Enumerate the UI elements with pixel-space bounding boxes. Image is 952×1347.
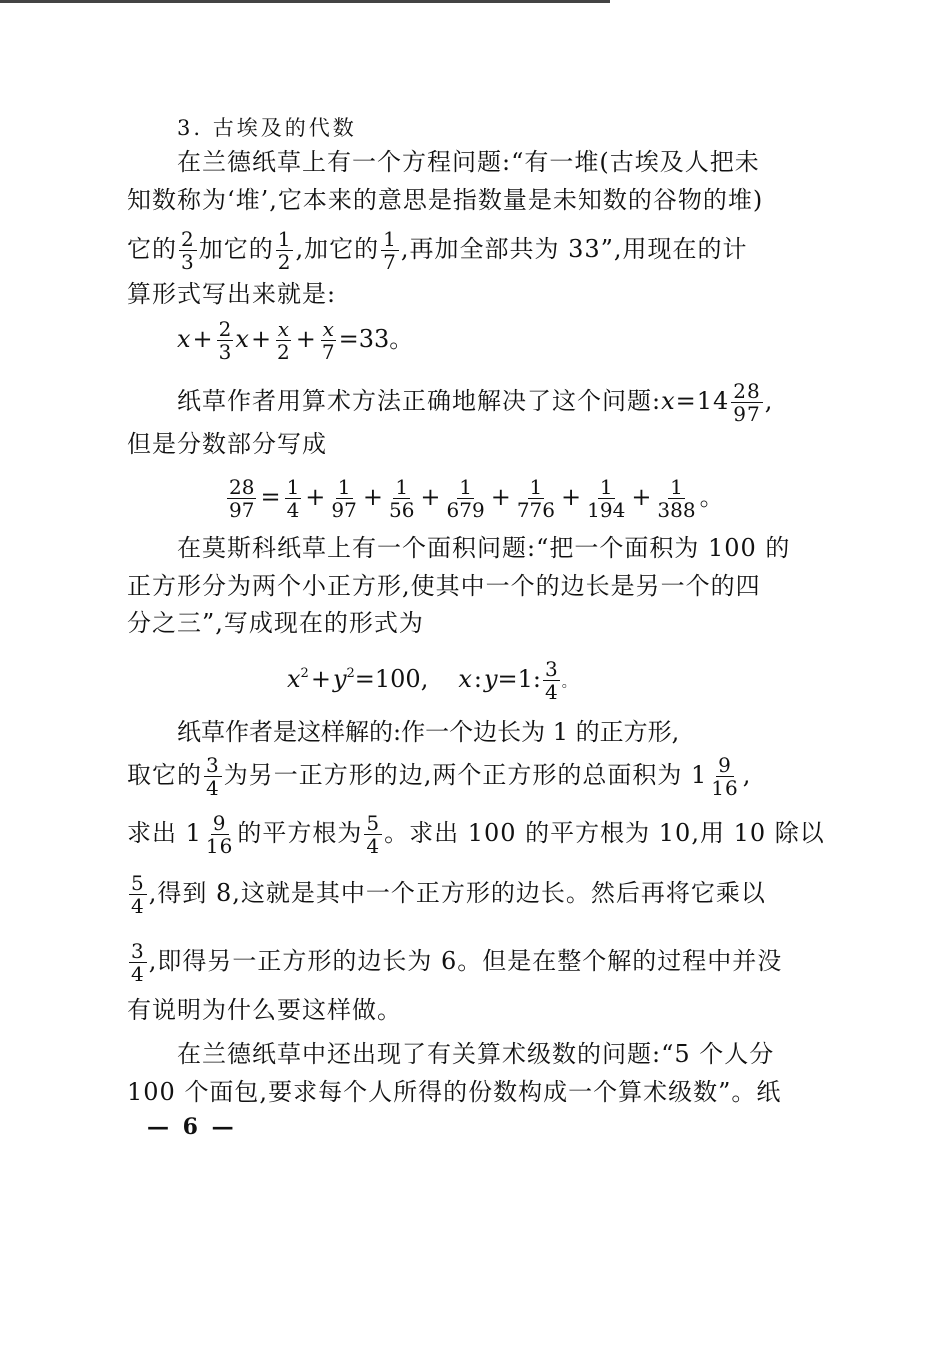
numerator: 1 bbox=[670, 475, 683, 499]
unit-fraction bbox=[585, 476, 627, 521]
fraction-28-97 bbox=[227, 476, 256, 521]
para4-line4 bbox=[127, 872, 766, 917]
para3-line2: 正方形分为两个小正方形,使其中一个的边长是另一个的四 bbox=[127, 572, 761, 600]
unit-fraction bbox=[445, 476, 487, 521]
unit-fraction bbox=[515, 476, 557, 521]
denominator: 4 bbox=[286, 498, 300, 522]
denominator: 97 bbox=[733, 402, 761, 426]
plus: + bbox=[305, 483, 326, 511]
text: =1: bbox=[497, 665, 541, 693]
denominator: 3 bbox=[181, 250, 195, 274]
para5-line1: 在兰德纸草中还出现了有关算术级数的问题:“5 个人分 bbox=[177, 1040, 775, 1068]
para3-line1: 在莫斯科纸草上有一个面积问题:“把一个面积为 100 的 bbox=[177, 534, 791, 562]
para2-line2: 但是分数部分写成 bbox=[127, 430, 327, 458]
plus: + bbox=[362, 483, 383, 511]
denominator: 4 bbox=[206, 776, 220, 800]
numerator: 3 bbox=[206, 753, 220, 777]
exponent: 2 bbox=[346, 666, 355, 681]
var-x: x bbox=[235, 325, 249, 353]
fraction-2-3 bbox=[179, 228, 197, 273]
unit-fraction bbox=[655, 476, 697, 521]
fraction-3-4 bbox=[204, 754, 222, 799]
denominator: 388 bbox=[657, 498, 696, 522]
var-x: x bbox=[287, 665, 301, 693]
numerator: x bbox=[322, 317, 334, 341]
text: =100, bbox=[354, 665, 429, 693]
numerator: 1 bbox=[599, 475, 613, 499]
var-x: x bbox=[661, 387, 676, 415]
section-heading: 3. 古埃及的代数 bbox=[177, 116, 357, 140]
para3-line3: 分之三”,写成现在的形式为 bbox=[127, 609, 424, 637]
text: 。 bbox=[561, 675, 576, 691]
denominator: 16 bbox=[205, 834, 234, 858]
text: ,即得另一正方形的边长为 6。但是在整个解的过程中并没 bbox=[148, 947, 783, 975]
plus: + bbox=[631, 483, 652, 511]
fraction-9-16 bbox=[204, 812, 235, 857]
fraction-2-3 bbox=[217, 318, 234, 363]
para1-line2: 知数称为‘堆’,它本来的意思是指数量是未知数的谷物的堆) bbox=[127, 186, 764, 214]
para4-line3 bbox=[127, 812, 825, 857]
equation-2 bbox=[225, 476, 724, 521]
numerator: 28 bbox=[229, 475, 255, 499]
numerator: 1 bbox=[383, 227, 397, 251]
fraction-x-7 bbox=[320, 318, 337, 363]
para4-line5 bbox=[127, 940, 782, 985]
unit-fraction bbox=[285, 476, 302, 521]
text: ,加它的 bbox=[295, 235, 380, 263]
numerator: 28 bbox=[733, 379, 761, 403]
scan-top-edge bbox=[0, 0, 610, 3]
denominator: 3 bbox=[218, 340, 232, 364]
numerator: 2 bbox=[218, 317, 232, 341]
text: , bbox=[764, 387, 774, 415]
plus: + bbox=[250, 325, 272, 353]
denominator: 194 bbox=[587, 498, 626, 522]
denominator: 4 bbox=[366, 834, 381, 858]
rhs: =33。 bbox=[338, 325, 414, 353]
numerator: 3 bbox=[545, 657, 558, 681]
para2-line1 bbox=[177, 380, 773, 425]
denominator: 4 bbox=[131, 962, 145, 986]
plus: + bbox=[420, 483, 441, 511]
numerator: 9 bbox=[718, 753, 732, 777]
fraction-1-2 bbox=[276, 228, 294, 273]
numerator: 5 bbox=[366, 811, 381, 835]
numerator: x bbox=[277, 317, 290, 341]
para4-line2 bbox=[127, 754, 751, 799]
fraction-3-4 bbox=[129, 940, 147, 985]
denominator: 2 bbox=[277, 340, 290, 364]
text: ,得到 8,这就是其中一个正方形的边长。然后再将它乘以 bbox=[148, 879, 766, 907]
unit-fraction bbox=[329, 476, 358, 521]
numerator: 3 bbox=[131, 939, 145, 963]
text: ,再加全部共为 33”,用现在的计 bbox=[400, 235, 748, 263]
denominator: 776 bbox=[516, 498, 556, 522]
text: , bbox=[742, 761, 752, 789]
text: 纸草作者用算术方法正确地解决了这个问题: bbox=[177, 387, 662, 415]
fraction-5-4 bbox=[364, 812, 382, 857]
exponent: 2 bbox=[300, 666, 309, 681]
para4-line1: 纸草作者是这样解的:作一个边长为 1 的正方形, bbox=[177, 718, 680, 746]
plus: + bbox=[192, 325, 213, 353]
text: 它的 bbox=[127, 235, 177, 263]
text: 取它的 bbox=[127, 761, 202, 789]
denominator: 56 bbox=[388, 498, 415, 522]
plus: + bbox=[561, 483, 582, 511]
text: 。求出 100 的平方根为 10,用 10 除以 bbox=[384, 819, 825, 847]
text: 为另一正方形的边,两个正方形的总面积为 1 bbox=[223, 761, 708, 789]
para4-line6: 有说明为什么要这样做。 bbox=[127, 996, 402, 1024]
equation-3 bbox=[287, 656, 576, 703]
text: 求出 1 bbox=[127, 819, 202, 847]
numerator: 1 bbox=[337, 475, 351, 499]
denominator: 2 bbox=[277, 250, 292, 274]
numerator: 1 bbox=[459, 475, 472, 499]
numerator: 1 bbox=[529, 475, 543, 499]
page-number: — 6 — bbox=[147, 1114, 237, 1140]
text: =14 bbox=[675, 387, 730, 415]
text: 。 bbox=[699, 483, 724, 511]
fraction-x-2 bbox=[275, 318, 292, 363]
plus: + bbox=[310, 665, 331, 693]
var-y: y bbox=[332, 665, 347, 693]
equals: = bbox=[260, 483, 281, 511]
denominator: 97 bbox=[229, 498, 255, 522]
fraction-1-7 bbox=[381, 228, 399, 273]
denominator: 7 bbox=[321, 340, 335, 364]
equation-1 bbox=[177, 318, 413, 363]
var-x: x bbox=[177, 325, 191, 353]
para1-line4: 算形式写出来就是: bbox=[127, 280, 337, 308]
numerator: 2 bbox=[181, 227, 195, 251]
numerator: 1 bbox=[395, 475, 409, 499]
text: 的平方根为 bbox=[237, 819, 363, 847]
fraction-3-4 bbox=[543, 658, 560, 703]
var-x: x bbox=[458, 665, 472, 693]
denominator: 679 bbox=[446, 498, 485, 522]
colon: : bbox=[473, 665, 482, 693]
plus: + bbox=[295, 325, 316, 353]
numerator: 1 bbox=[286, 475, 300, 499]
fraction-5-4 bbox=[129, 872, 147, 917]
denominator: 4 bbox=[131, 894, 145, 918]
plus: + bbox=[490, 483, 511, 511]
unit-fraction bbox=[387, 476, 416, 521]
fraction-9-16 bbox=[709, 754, 740, 799]
var-y: y bbox=[483, 665, 498, 693]
para1-line1: 在兰德纸草上有一个方程问题:“有一堆(古埃及人把未 bbox=[177, 148, 760, 176]
denominator: 7 bbox=[383, 250, 397, 274]
numerator: 1 bbox=[277, 227, 292, 251]
denominator: 4 bbox=[545, 680, 558, 704]
numerator: 9 bbox=[212, 811, 227, 835]
denominator: 16 bbox=[711, 776, 739, 800]
text: 加它的 bbox=[198, 235, 274, 263]
fraction-28-97 bbox=[731, 380, 762, 425]
numerator: 5 bbox=[131, 871, 145, 895]
denominator: 97 bbox=[331, 498, 357, 522]
para1-line3 bbox=[127, 228, 748, 273]
para5-line2: 100 个面包,要求每个人所得的份数构成一个算术级数”。纸 bbox=[127, 1078, 782, 1106]
